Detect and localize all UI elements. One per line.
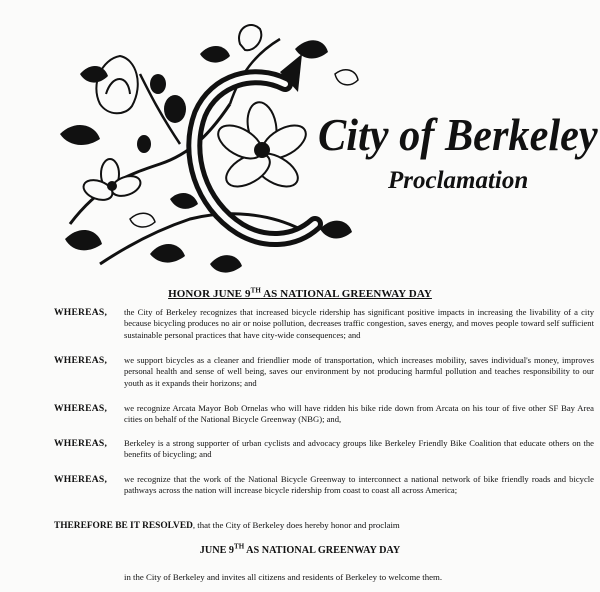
proclaimed-day — [0, 542, 600, 556]
proclaimed-day-post: AS NATIONAL GREENWAY DAY — [244, 545, 401, 556]
whereas-text: we recognize Arcata Mayor Bob Ornelas who will have ridden his bike ride down from Arcata on his tour of five other SF Bay Area cities on behalf of the National Bicycle Greenway (NBG); and, — [124, 403, 594, 425]
whereas-clause — [54, 474, 594, 498]
whereas-text: the City of Berkeley recognizes that increased bicycle ridership has significant positive impacts in increasing the livability of a city because bicycling produces no air or noise pollution, decreases traffic congestion, saves energy, and moves people toward self sufficient sustainable personal practices that have city-wide consequences; and — [124, 307, 594, 340]
city-title: City of Berkeley — [318, 109, 598, 160]
whereas-clause — [54, 438, 594, 462]
whereas-text: we support bicycles as a cleaner and friendlier mode of transportation, which increases mobility, saves individual's money, improves personal health and sense of well being, saves our environment by not producing harmful pollution and teaches responsibility to our youth as it expands their horizons; and — [124, 355, 594, 388]
proclaimed-day-superscript: TH — [234, 542, 245, 551]
resolved-label: THEREFORE BE IT RESOLVED — [54, 521, 193, 531]
proclaimed-day-pre: JUNE 9 — [199, 545, 235, 556]
whereas-clause — [54, 355, 594, 391]
resolved-text: , that the City of Berkeley does hereby honor and proclaim — [192, 520, 400, 530]
proclamation-subtitle: Proclamation — [388, 167, 529, 194]
whereas-text: we recognize that the work of the National Bicycle Greenway to interconnect a national network of bike friendly roads and bicycle pathways across the nation will increase bicycle ridership from coast to coast all across America; — [124, 474, 594, 496]
whereas-label: WHEREAS, — [54, 438, 108, 449]
whereas-clause — [54, 307, 594, 343]
whereas-label: WHEREAS, — [54, 307, 108, 318]
closing-statement: in the City of Berkeley and invites all citizens and residents of Berkeley to welcome them. — [124, 572, 443, 582]
resolved-statement — [54, 520, 400, 531]
proclamation-heading — [0, 288, 600, 300]
whereas-clause — [54, 403, 594, 427]
heading-text-pre: HONOR JUNE 9 — [168, 288, 251, 300]
whereas-label: WHEREAS, — [54, 474, 108, 485]
heading-superscript: TH — [250, 286, 261, 295]
whereas-text: Berkeley is a strong supporter of urban cyclists and advocacy groups like Berkeley Friendly Bike Coalition that educate others on the benefits of bicycling; and — [124, 438, 594, 460]
whereas-label: WHEREAS, — [54, 403, 108, 414]
heading-text-post: AS NATIONAL GREENWAY DAY — [260, 288, 432, 300]
whereas-label: WHEREAS, — [54, 355, 108, 366]
